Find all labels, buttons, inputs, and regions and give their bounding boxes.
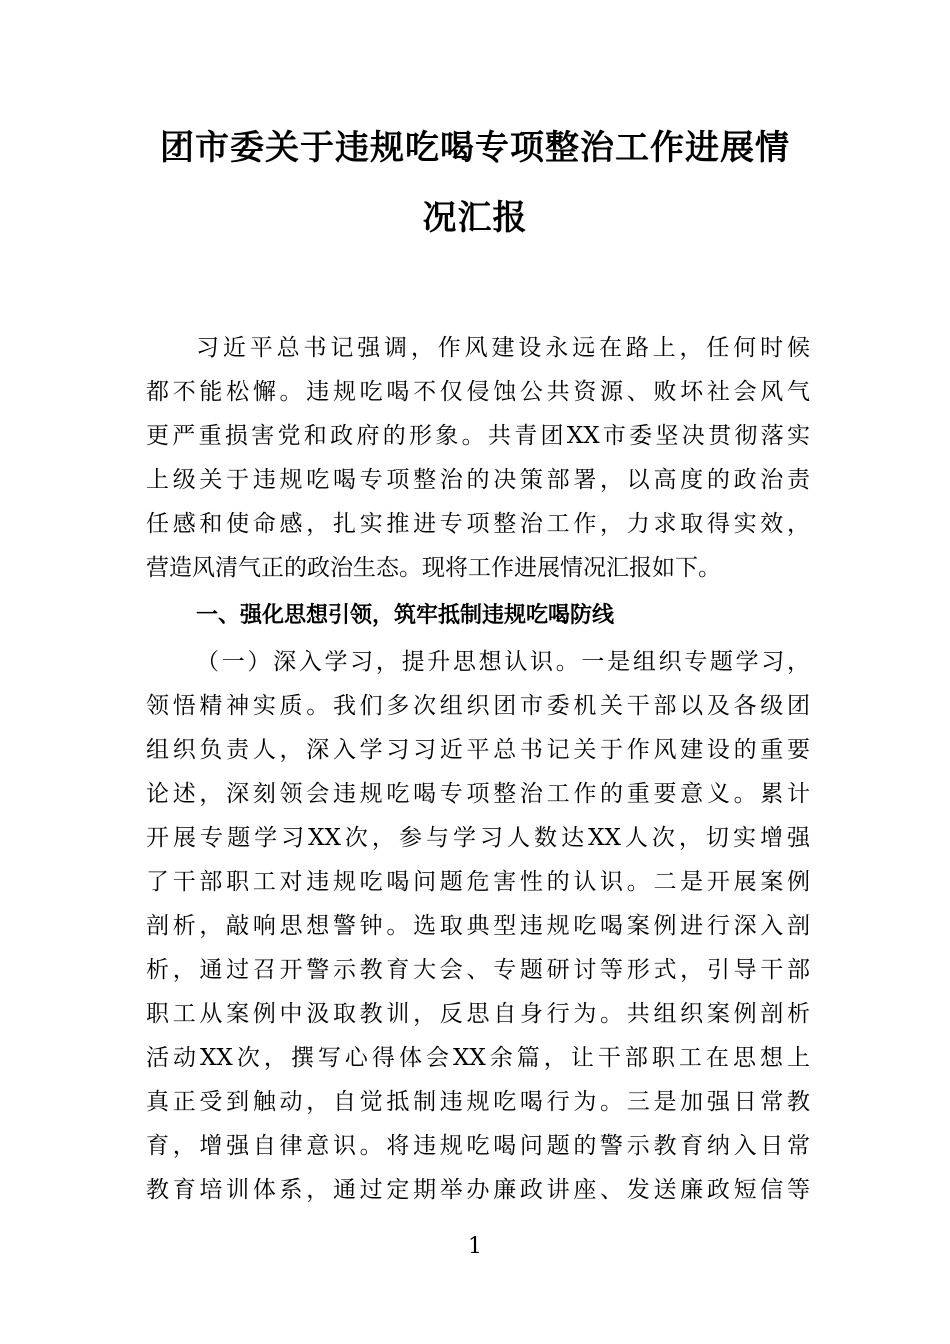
body-text-line: 育，增强自律意识。将违规吃喝问题的警示教育纳入日常 [146, 1133, 810, 1159]
body-text-line: 领悟精神实质。我们多次组织团市委机关干部以及各级团 [146, 693, 810, 719]
document-title-line-1: 团市委关于违规吃喝专项整治工作进展情 [160, 128, 790, 168]
intro-text-line: 任感和使命感，扎实推进专项整治工作，力求取得实效， [146, 511, 810, 537]
section-heading: 一、强化思想引领，筑牢抵制违规吃喝防线 [196, 603, 615, 628]
body-text-line: 论述，深刻领会违规吃喝专项整治工作的重要意义。累计 [146, 781, 810, 807]
body-text-line: 开展专题学习XX次，参与学习人数达XX人次，切实增强 [146, 825, 810, 851]
body-text-line: 教育培训体系，通过定期举办廉政讲座、发送廉政短信等 [146, 1177, 810, 1203]
body-text-line: 真正受到触动，自觉抵制违规吃喝行为。三是加强日常教 [146, 1089, 810, 1115]
intro-text-line: 上级关于违规吃喝专项整治的决策部署，以高度的政治责 [146, 467, 810, 493]
intro-text-line: 都不能松懈。违规吃喝不仅侵蚀公共资源、败坏社会风气 [146, 379, 810, 405]
body-text-line: 析，通过召开警示教育大会、专题研讨等形式，引导干部 [146, 957, 810, 983]
intro-text-line: 习近平总书记强调，作风建设永远在路上，任何时候 [196, 335, 810, 361]
body-text-line: 组织负责人，深入学习习近平总书记关于作风建设的重要 [146, 737, 810, 763]
body-text-line: 剖析，敲响思想警钟。选取典型违规吃喝案例进行深入剖 [146, 913, 810, 939]
intro-text-line: 营造风清气正的政治生态。现将工作进展情况汇报如下。 [146, 555, 721, 581]
body-text-line: 了干部职工对违规吃喝问题危害性的认识。二是开展案例 [146, 869, 810, 895]
intro-text-line: 更严重损害党和政府的形象。共青团XX市委坚决贯彻落实 [146, 423, 810, 449]
body-text-line: 活动XX次，撰写心得体会XX余篇，让干部职工在思想上 [146, 1045, 810, 1071]
document-title-line-2: 况汇报 [422, 198, 528, 238]
page-number: 1 [468, 1234, 482, 1259]
body-text-line: 职工从案例中汲取教训，反思自身行为。共组织案例剖析 [146, 1001, 810, 1027]
body-text-line: （一）深入学习，提升思想认识。一是组织专题学习， [196, 649, 810, 675]
